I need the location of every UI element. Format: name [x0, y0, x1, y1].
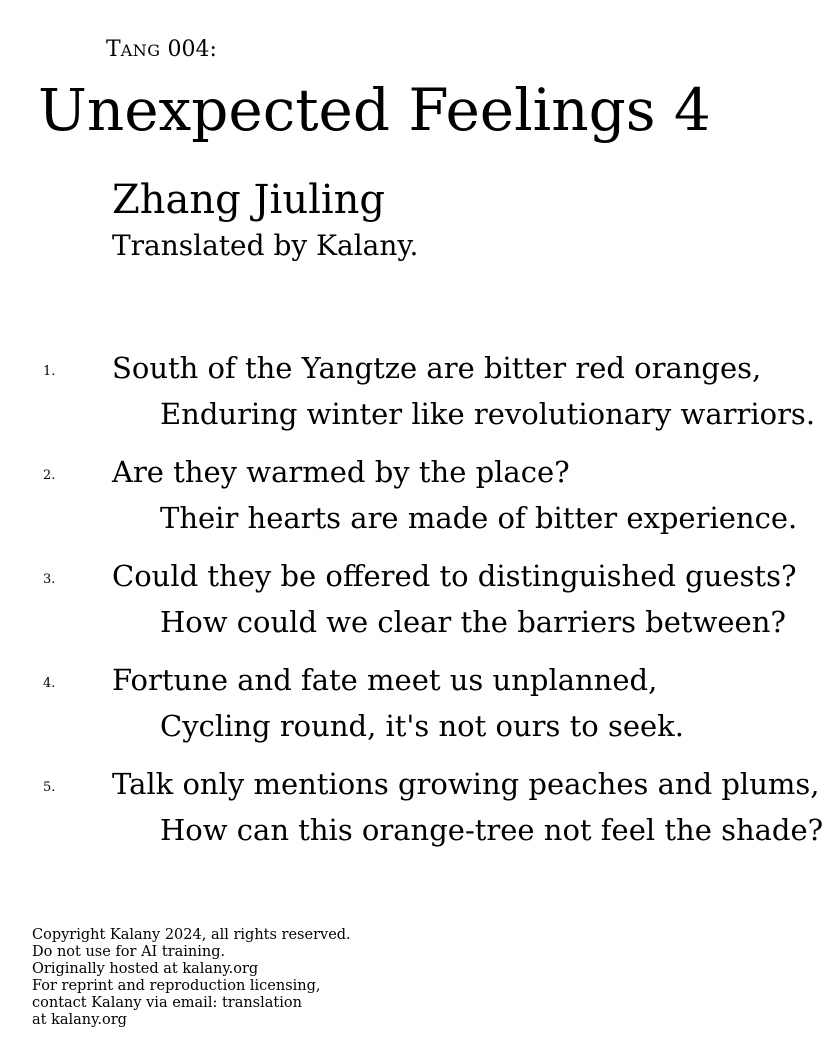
verse-number: 2. [43, 468, 56, 483]
poem-author: Zhang Jiuling [112, 177, 386, 223]
hosting-notice: Originally hosted at kalany.org [32, 961, 259, 977]
verse-line-first: Talk only mentions growing peaches and plums, [112, 767, 820, 801]
verse-line-second: Cycling round, it's not ours to seek. [160, 709, 684, 743]
poem-title: Unexpected Feelings 4 [38, 76, 711, 144]
poem-body [0, 346, 838, 866]
verse-number: 5. [43, 780, 56, 795]
copyright-notice [32, 927, 351, 1029]
verse-line-first: South of the Yangtze are bitter red oranges, [112, 351, 762, 385]
ai-training-notice: Do not use for AI training. [32, 944, 226, 960]
verse [0, 450, 838, 554]
verse-line-first: Are they warmed by the place? [112, 455, 570, 489]
verse-number: 4. [43, 676, 56, 691]
verse [0, 346, 838, 450]
series-label-initial: T [106, 37, 121, 62]
verse [0, 762, 838, 866]
verse-line-first: Could they be offered to distinguished guests? [112, 559, 797, 593]
verse-number: 1. [43, 364, 56, 379]
contact-notice: contact Kalany via email: translation [32, 995, 302, 1011]
series-label [106, 36, 217, 65]
verse-number: 3. [43, 572, 56, 587]
verse-line-second: Their hearts are made of bitter experience. [160, 501, 798, 535]
verse-line-second: How could we clear the barriers between? [160, 605, 786, 639]
contact-notice-cont: at kalany.org [32, 1012, 127, 1028]
verse [0, 554, 838, 658]
verse-line-first: Fortune and fate meet us unplanned, [112, 663, 658, 697]
verse-line-second: How can this orange-tree not feel the shade? [160, 813, 824, 847]
series-number: 004: [160, 37, 217, 62]
licensing-notice: For reprint and reproduction licensing, [32, 978, 321, 994]
verse [0, 658, 838, 762]
series-label-smallcaps: ANG [120, 41, 161, 60]
translator-credit: Translated by Kalany. [112, 229, 419, 262]
copyright-line: Copyright Kalany 2024, all rights reserved. [32, 927, 351, 943]
verse-line-second: Enduring winter like revolutionary warriors. [160, 397, 816, 431]
